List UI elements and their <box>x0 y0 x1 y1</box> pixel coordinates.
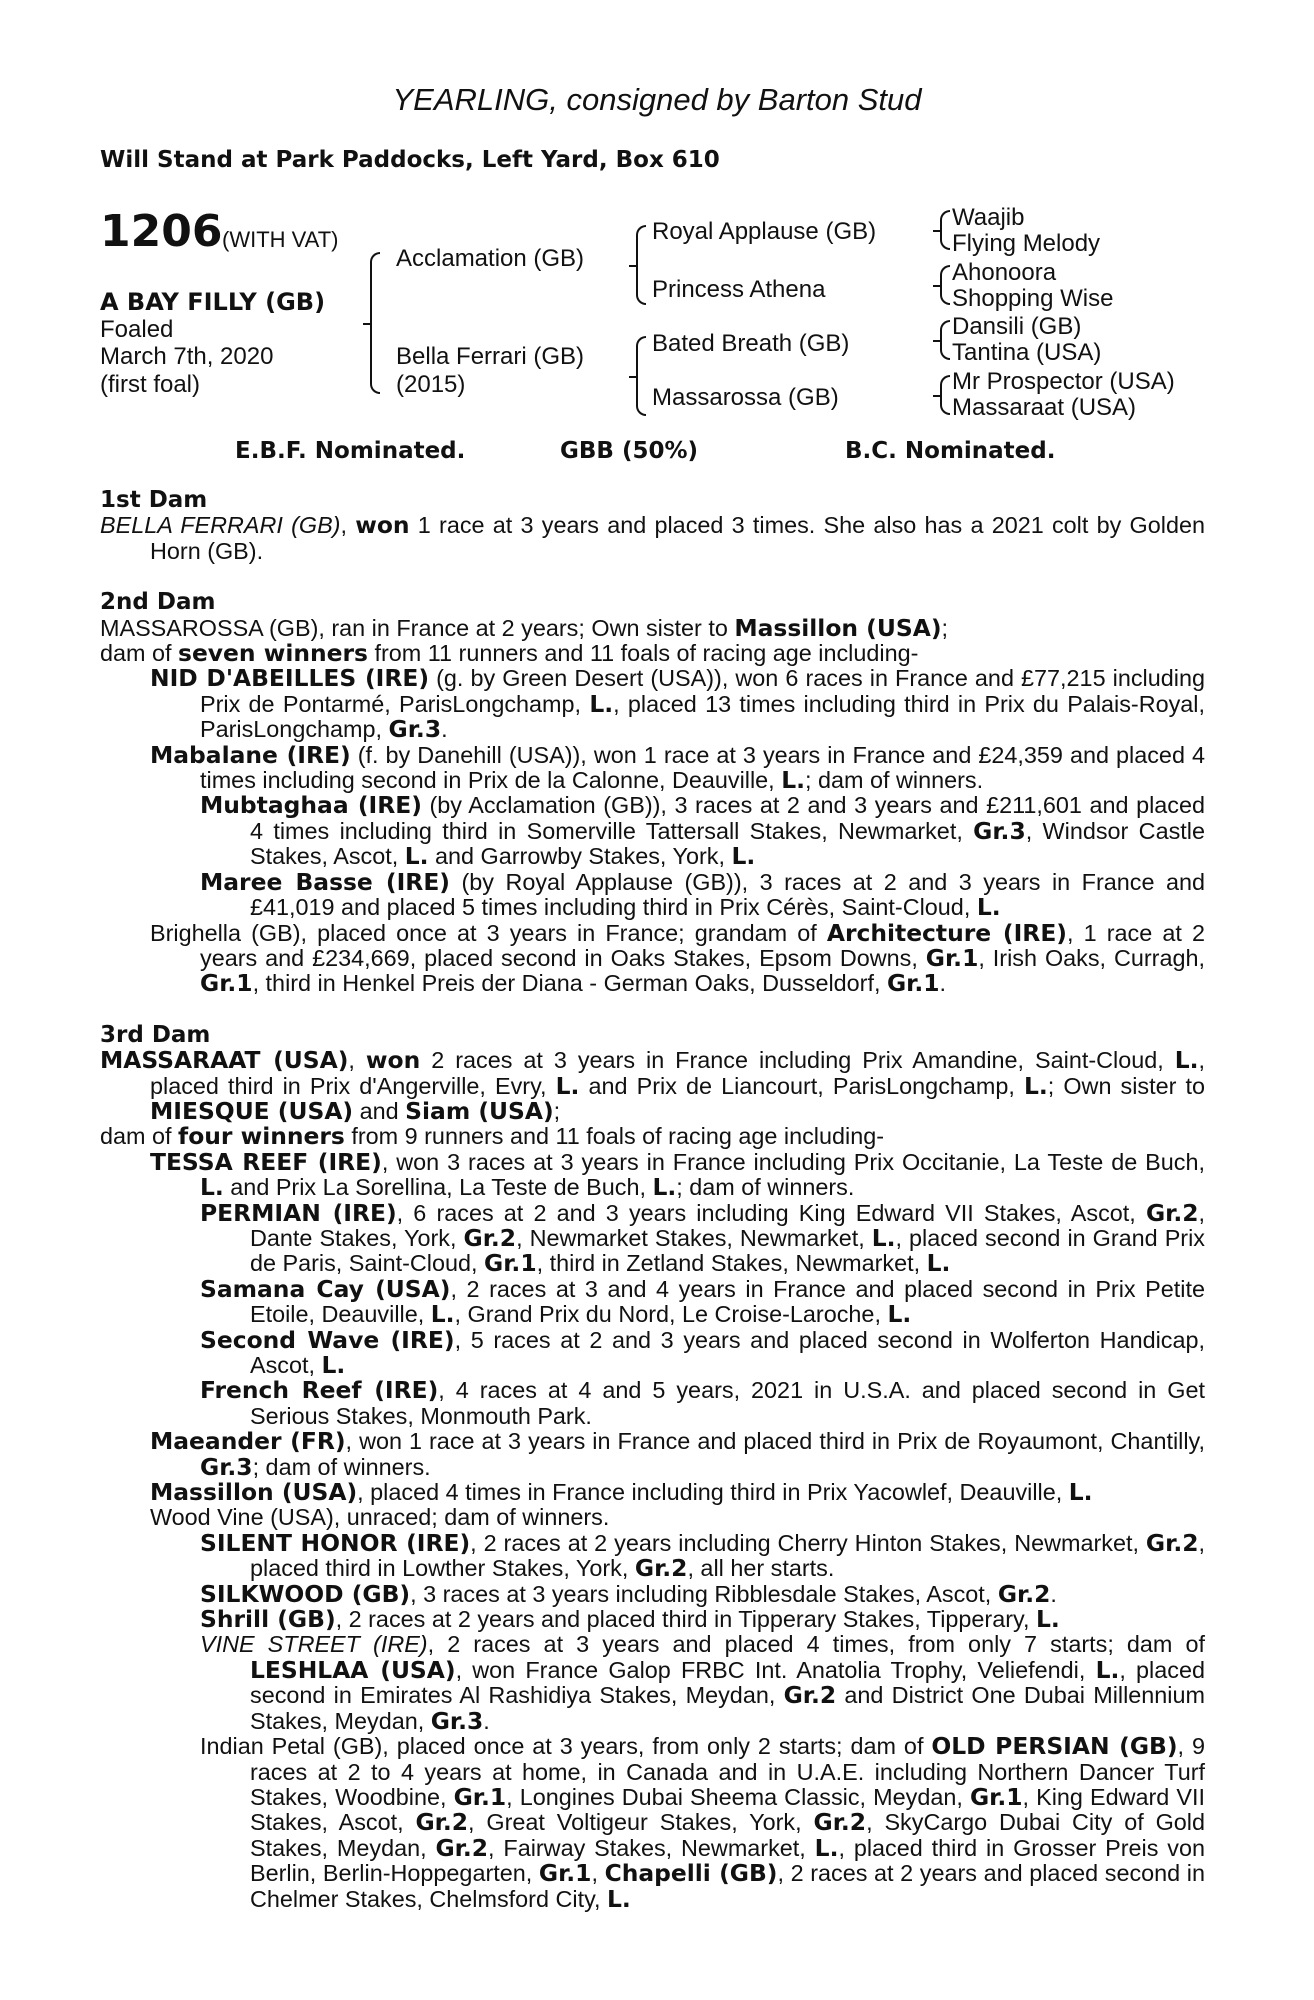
vat-note: (WITH VAT) <box>222 227 339 252</box>
third-dam-entry: MASSARAAT (USA), won 2 races at 3 years in France including Prix Amandine, Saint-Cloud, L., placed third in Prix d'Angerville, Evry, L. and Prix de Liancourt, ParisLongchamp, L.; Own sister to MIESQUE (USA) and Siam (USA); <box>100 1046 1206 1125</box>
produce-entry: Maeander (FR), won 1 race at 3 years in France and placed third in Prix de Royaumont, Chantilly, Gr.3; dam of winners. <box>150 1427 1205 1481</box>
second-dam-entry: MASSAROSSA (GB), ran in France at 2 years; Own sister to Massillon (USA); <box>100 613 949 642</box>
pedigree-g6: Tantina (USA) <box>952 339 1102 366</box>
produce-entry: Shrill (GB), 2 races at 2 years and placed third in Tipperary Stakes, Tipperary, L. <box>200 1605 1060 1634</box>
third-dam-heading: 3rd Dam <box>100 1021 211 1048</box>
produce-entry: Mabalane (IRE) (f. by Danehill (USA)), won 1 race at 3 years in France and £24,359 and placed 4 times including second in Prix de la Calonne, Deauville, L.; dam of winners. <box>150 740 1206 795</box>
gbb-bonus: GBB (50%) <box>560 438 699 464</box>
produce-entry: SILENT HONOR (IRE), 2 races at 2 years including Cherry Hinton Stakes, Newmarket, Gr.2, placed third in Lowther Stakes, York, Gr.2, all her starts. <box>200 1528 1205 1583</box>
bc-nomination: B.C. Nominated. <box>845 438 1056 464</box>
pedigree-dam-sire: Bated Breath (GB) <box>652 330 850 357</box>
foal-note: (first foal) <box>100 371 201 398</box>
pedigree-sire-dam: Princess Athena <box>652 276 826 303</box>
produce-entry: Second Wave (IRE), 5 races at 2 and 3 years and placed second in Wolferton Handicap, Ascot, L. <box>200 1325 1205 1379</box>
pedigree-dam-dam: Massarossa (GB) <box>652 384 839 411</box>
produce-entry: Maree Basse (IRE) (by Royal Applause (GB)), 3 races at 2 and 3 years in France and £41,019 and placed 5 times including third in Prix Cérès, Saint-Cloud, L. <box>200 867 1205 922</box>
produce-entry: Wood Vine (USA), unraced; dam of winners. <box>150 1504 610 1531</box>
pedigree-brace <box>940 210 950 250</box>
first-dam-entry: BELLA FERRARI (GB), won 1 race at 3 years and placed 3 times. She also has a 2021 colt by Golden Horn (GB). <box>100 511 1205 564</box>
pedigree-g3: Ahonoora <box>952 259 1057 286</box>
pedigree-brace <box>940 265 950 305</box>
pedigree-g7: Mr Prospector (USA) <box>952 368 1175 395</box>
third-dam-produce-summary: dam of four winners from 9 runners and 11 foals of racing age including- <box>100 1122 885 1151</box>
pedigree-brace <box>940 375 950 415</box>
produce-entry: SILKWOOD (GB), 3 races at 3 years including Ribblesdale Stakes, Ascot, Gr.2. <box>200 1579 1057 1608</box>
second-dam-heading: 2nd Dam <box>100 589 216 616</box>
dam-line-text <box>100 488 1205 1912</box>
lot-number: 1206 <box>100 206 223 257</box>
pedigree-dam-year: (2015) <box>396 371 466 398</box>
horse-name: A BAY FILLY (GB) <box>100 288 326 316</box>
pedigree-g1: Waajib <box>952 204 1025 231</box>
ebf-nomination: E.B.F. Nominated. <box>235 438 466 464</box>
pedigree-g2: Flying Melody <box>952 230 1101 257</box>
produce-entry: Indian Petal (GB), placed once at 3 years, from only 2 starts; dam of OLD PERSIAN (GB), 9 races at 2 to 4 years at home, in Canada and in U.A.E. including Northern Dancer Turf Stakes, Woodbine, Gr.1, Longines Dubai Sheema Classic, Meydan, Gr.1, King Edward VII Stakes, Ascot, Gr.2, Great Voltigeur Stakes, York, Gr.2, SkyCargo Dubai City of Gold Stakes, Meydan, Gr.2, Fairway Stakes, Newmarket, L., placed third in Grosser Preis von Berlin, Berlin-Hoppegarten, Gr.1, Chapelli (GB), 2 races at 2 years and placed second in Chelmer Stakes, Chelmsford City, L. <box>200 1732 1206 1913</box>
produce-entry: Mubtaghaa (IRE) (by Acclamation (GB)), 3 races at 2 and 3 years and £211,601 and placed 4 times including third in Somerville Tattersall Stakes, Newmarket, Gr.3, Windsor Castle Stakes, Ascot, L. and Garrowby Stakes, York, L. <box>200 791 1205 871</box>
pedigree-dam: Bella Ferrari (GB) <box>396 343 585 370</box>
pedigree-brace <box>940 320 950 360</box>
page-title: YEARLING, consigned by Barton Stud <box>392 82 922 117</box>
pedigree-brace <box>370 252 380 394</box>
pedigree-sire: Acclamation (GB) <box>396 245 585 272</box>
pedigree-g4: Shopping Wise <box>952 285 1114 312</box>
pedigree-g5: Dansili (GB) <box>952 313 1082 340</box>
produce-entry: NID D'ABEILLES (IRE) (g. by Green Desert (USA)), won 6 races in France and £77,215 including Prix de Pontarmé, ParisLongchamp, L., placed 13 times including third in Prix du Palais-Royal, ParisLongchamp, Gr.3. <box>150 664 1206 744</box>
produce-entry: Samana Cay (USA), 2 races at 3 and 4 years in France and placed second in Prix Petite Etoile, Deauville, L., Grand Prix du Nord, Le Croise-Laroche, L. <box>200 1274 1205 1329</box>
second-dam-produce-summary: dam of seven winners from 11 runners and 11 foals of racing age including- <box>100 639 919 668</box>
produce-entry: Brighella (GB), placed once at 3 years in France; grandam of Architecture (IRE), 1 race at 2 years and £234,669, placed second in Oaks Stakes, Epsom Downs, Gr.1, Irish Oaks, Curragh, Gr.1, third in Henkel Preis der Diana - German Oaks, Dusseldorf, Gr.1. <box>150 918 1205 998</box>
pedigree-sire-sire: Royal Applause (GB) <box>652 218 877 245</box>
stand-location: Will Stand at Park Paddocks, Left Yard, Box 610 <box>100 147 720 173</box>
foaled-date: March 7th, 2020 <box>100 343 274 370</box>
pedigree-g8: Massaraat (USA) <box>952 394 1137 421</box>
pedigree-brace <box>636 336 646 416</box>
pedigree-brace <box>636 225 646 305</box>
produce-entry: VINE STREET (IRE), 2 races at 3 years and placed 4 times, from only 7 starts; dam of LESHLAA (USA), won France Galop FRBC Int. Anatolia Trophy, Veliefendi, L., placed second in Emirates Al Rashidiya Stakes, Meydan, Gr.2 and District One Dubai Millennium Stakes, Meydan, Gr.3. <box>200 1631 1206 1735</box>
produce-entry: French Reef (IRE), 4 races at 4 and 5 years, 2021 in U.S.A. and placed second in Get Serious Stakes, Monmouth Park. <box>200 1376 1205 1429</box>
produce-entry: PERMIAN (IRE), 6 races at 2 and 3 years including King Edward VII Stakes, Ascot, Gr.2, Dante Stakes, York, Gr.2, Newmarket Stakes, Newmarket, L., placed second in Grand Prix de Paris, Saint-Cloud, Gr.1, third in Zetland Stakes, Newmarket, L. <box>200 1198 1205 1278</box>
produce-entry: TESSA REEF (IRE), won 3 races at 3 years in France including Prix Occitanie, La Teste de Buch, L. and Prix La Sorellina, La Teste de Buch, L.; dam of winners. <box>150 1147 1205 1202</box>
first-dam-heading: 1st Dam <box>100 487 208 513</box>
produce-entry: Massillon (USA), placed 4 times in France including third in Prix Yacowlef, Deauville, L. <box>150 1478 1093 1507</box>
foaled-label: Foaled <box>100 316 174 343</box>
